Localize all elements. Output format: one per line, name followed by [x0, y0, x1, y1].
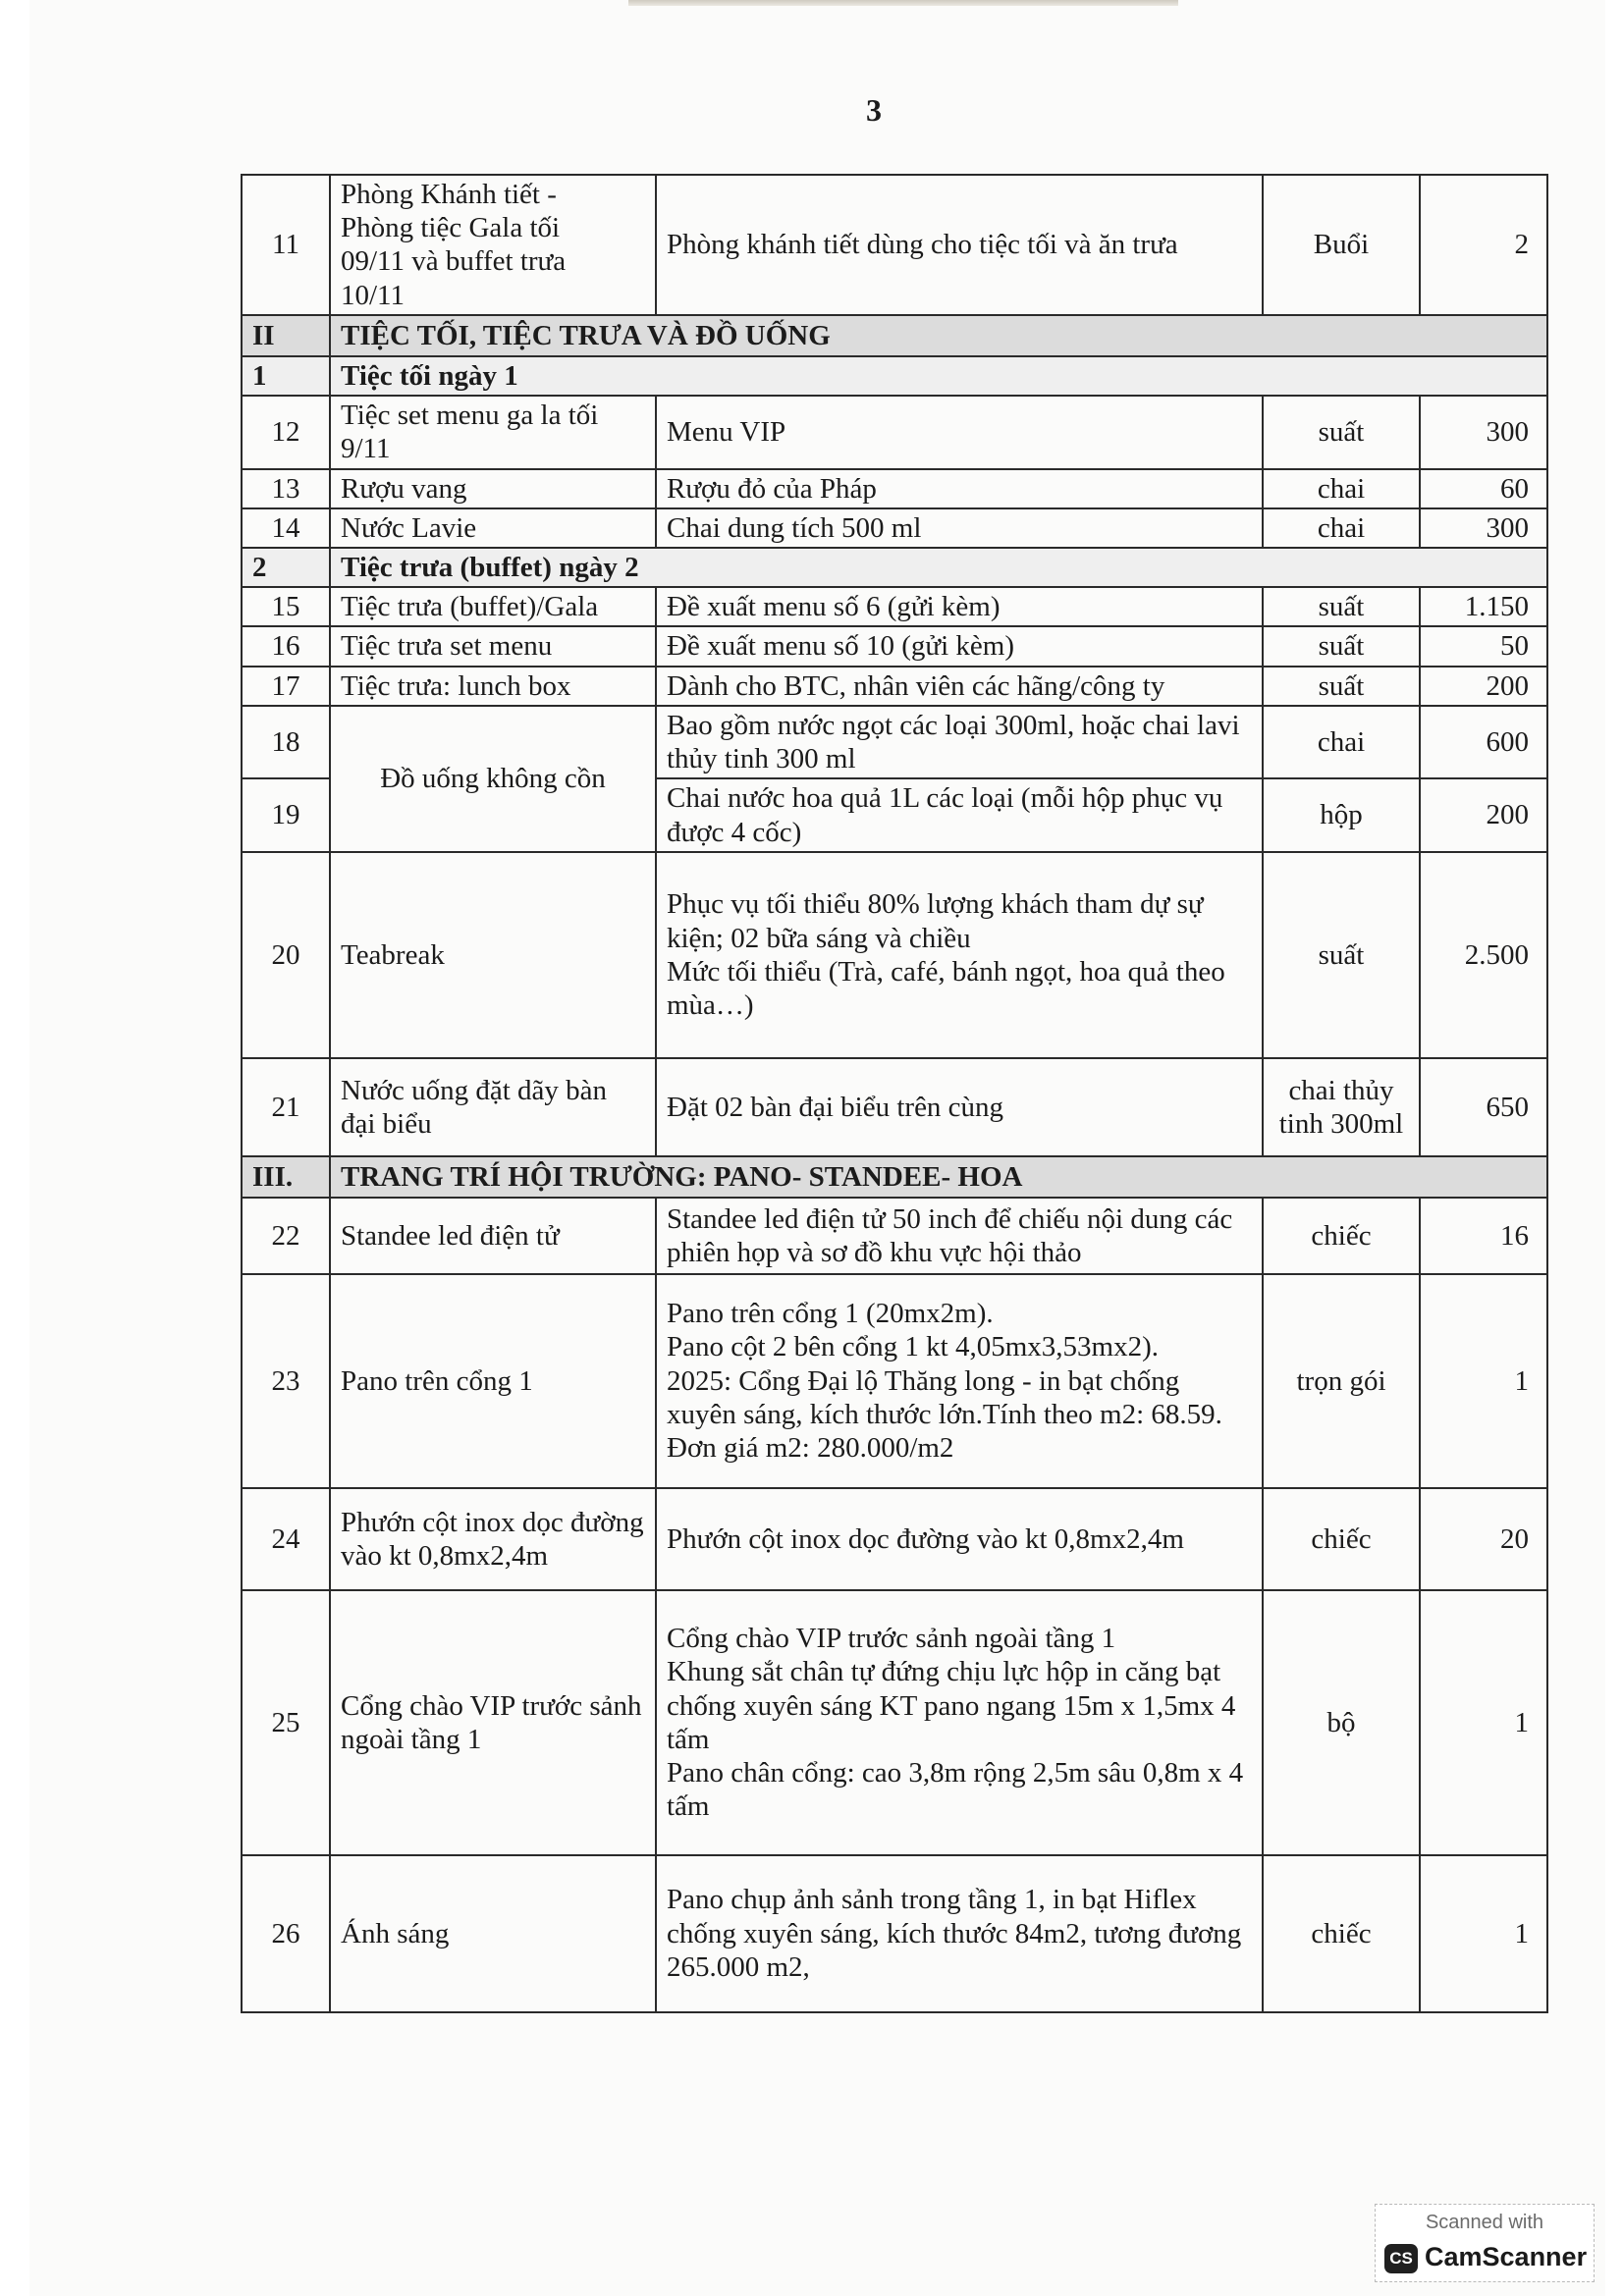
description-cell: Pano chụp ảnh sảnh trong tầng 1, in bạt Hiflex chống xuyên sáng, kích thước 84m2, tương đương 265.000 m2, — [656, 1855, 1263, 2012]
item-name-cell: Nước Lavie — [330, 508, 656, 548]
item-name-cell: Standee led điện tử — [330, 1198, 656, 1274]
table-row — [242, 1058, 1547, 1156]
quantity-cell: 60 — [1420, 469, 1547, 508]
stt-cell: 19 — [242, 778, 330, 851]
camscanner-logo-icon: CS — [1384, 2244, 1418, 2273]
subsection-row — [242, 548, 1547, 587]
item-name-cell: Pano trên cổng 1 — [330, 1274, 656, 1488]
quantity-cell: 1 — [1420, 1590, 1547, 1855]
unit-cell: hộp — [1263, 778, 1420, 851]
section-title: TIỆC TỐI, TIỆC TRƯA VÀ ĐỒ UỐNG — [330, 315, 1547, 356]
table-row — [242, 667, 1547, 706]
table-row — [242, 175, 1547, 315]
unit-cell: chai — [1263, 469, 1420, 508]
stt-cell: 24 — [242, 1488, 330, 1590]
stt-cell: 20 — [242, 852, 330, 1058]
item-name-cell: Teabreak — [330, 852, 656, 1058]
description-cell: Đề xuất menu số 6 (gửi kèm) — [656, 587, 1263, 626]
description-cell: Phòng khánh tiết dùng cho tiệc tối và ăn trưa — [656, 175, 1263, 315]
unit-cell: suất — [1263, 396, 1420, 468]
unit-cell: suất — [1263, 667, 1420, 706]
table-row — [242, 706, 1547, 778]
stt-cell: 11 — [242, 175, 330, 315]
description-cell: Bao gồm nước ngọt các loại 300ml, hoặc chai lavi thủy tinh 300 ml — [656, 706, 1263, 778]
camscanner-watermark — [1375, 2204, 1595, 2282]
quantity-cell: 1 — [1420, 1855, 1547, 2012]
stt-cell: 25 — [242, 1590, 330, 1855]
unit-cell: chiếc — [1263, 1198, 1420, 1274]
watermark-caption: Scanned with — [1425, 2212, 1544, 2233]
description-cell: Rượu đỏ của Pháp — [656, 469, 1263, 508]
description-cell: Đặt 02 bàn đại biểu trên cùng — [656, 1058, 1263, 1156]
stt-cell: 16 — [242, 626, 330, 666]
unit-cell: trọn gói — [1263, 1274, 1420, 1488]
quantity-cell: 1.150 — [1420, 587, 1547, 626]
stt-cell: 15 — [242, 587, 330, 626]
unit-cell: chai thủy tinh 300ml — [1263, 1058, 1420, 1156]
table-row — [242, 396, 1547, 468]
unit-cell: suất — [1263, 587, 1420, 626]
table-row — [242, 508, 1547, 548]
item-name-cell: Đồ uống không cồn — [330, 706, 656, 852]
subsection-title: Tiệc tối ngày 1 — [330, 356, 1547, 396]
quantity-cell: 300 — [1420, 396, 1547, 468]
unit-cell: suất — [1263, 626, 1420, 666]
description-cell: Pano trên cổng 1 (20mx2m). Pano cột 2 bên cổng 1 kt 4,05mx3,53mx2). 2025: Cổng Đại lộ Thăng long - in bạt chống xuyên sáng, kích thước lớn.Tính theo m2: 68.59. Đơn giá m2: 280.000/m2 — [656, 1274, 1263, 1488]
stt-cell: 17 — [242, 667, 330, 706]
item-name-cell: Nước uống đặt dãy bàn đại biểu — [330, 1058, 656, 1156]
quantity-cell: 2.500 — [1420, 852, 1547, 1058]
quantity-cell: 300 — [1420, 508, 1547, 548]
section-title: TRANG TRÍ HỘI TRƯỜNG: PANO- STANDEE- HOA — [330, 1156, 1547, 1198]
table-row — [242, 469, 1547, 508]
table-row — [242, 1198, 1547, 1274]
quantity-cell: 200 — [1420, 667, 1547, 706]
item-name-cell: Tiệc trưa (buffet)/Gala — [330, 587, 656, 626]
description-cell: Cổng chào VIP trước sảnh ngoài tầng 1 Khung sắt chân tự đứng chịu lực hộp in căng bạt chống xuyên sáng KT pano ngang 15m x 1,5mx 4 tấm Pano chân cổng: cao 3,8m rộng 2,5m sâu 0,8m x 4 tấm — [656, 1590, 1263, 1855]
quantity-cell: 1 — [1420, 1274, 1547, 1488]
watermark-brand: CamScanner — [1425, 2242, 1588, 2271]
stt-cell: 26 — [242, 1855, 330, 2012]
subsection-number: 2 — [242, 548, 330, 587]
subsection-row — [242, 356, 1547, 396]
unit-cell: Buổi — [1263, 175, 1420, 315]
quantity-cell: 20 — [1420, 1488, 1547, 1590]
item-name-cell: Ánh sáng — [330, 1855, 656, 2012]
description-cell: Chai nước hoa quả 1L các loại (mỗi hộp phục vụ được 4 cốc) — [656, 778, 1263, 851]
item-name-cell: Tiệc trưa set menu — [330, 626, 656, 666]
item-name-cell: Tiệc set menu ga la tối 9/11 — [330, 396, 656, 468]
table-row — [242, 626, 1547, 666]
page-number: 3 — [866, 92, 882, 128]
document-page — [29, 0, 1605, 2296]
unit-cell: suất — [1263, 852, 1420, 1058]
stt-cell: 21 — [242, 1058, 330, 1156]
stt-cell: 23 — [242, 1274, 330, 1488]
section-number: III. — [242, 1156, 330, 1198]
item-name-cell: Cổng chào VIP trước sảnh ngoài tầng 1 — [330, 1590, 656, 1855]
subsection-number: 1 — [242, 356, 330, 396]
quantity-cell: 16 — [1420, 1198, 1547, 1274]
table-row — [242, 852, 1547, 1058]
description-cell: Phục vụ tối thiểu 80% lượng khách tham dự sự kiện; 02 bữa sáng và chiều Mức tối thiểu (Trà, café, bánh ngọt, hoa quả theo mùa…) — [656, 852, 1263, 1058]
budget-table — [241, 174, 1548, 2013]
section-number: II — [242, 315, 330, 356]
item-name-cell: Rượu vang — [330, 469, 656, 508]
item-name-cell: Tiệc trưa: lunch box — [330, 667, 656, 706]
unit-cell: chiếc — [1263, 1488, 1420, 1590]
description-cell: Chai dung tích 500 ml — [656, 508, 1263, 548]
table-row — [242, 1274, 1547, 1488]
unit-cell: chiếc — [1263, 1855, 1420, 2012]
table-row — [242, 587, 1547, 626]
quantity-cell: 650 — [1420, 1058, 1547, 1156]
table-row — [242, 1488, 1547, 1590]
description-cell: Đề xuất menu số 10 (gửi kèm) — [656, 626, 1263, 666]
quantity-cell: 2 — [1420, 175, 1547, 315]
item-name-cell: Phòng Khánh tiết - Phòng tiệc Gala tối 09/11 và buffet trưa 10/11 — [330, 175, 656, 315]
description-cell: Dành cho BTC, nhân viên các hãng/công ty — [656, 667, 1263, 706]
description-cell: Menu VIP — [656, 396, 1263, 468]
description-cell: Phướn cột inox dọc đường vào kt 0,8mx2,4m — [656, 1488, 1263, 1590]
unit-cell: chai — [1263, 706, 1420, 778]
stt-cell: 12 — [242, 396, 330, 468]
stt-cell: 13 — [242, 469, 330, 508]
stt-cell: 14 — [242, 508, 330, 548]
description-cell: Standee led điện tử 50 inch để chiếu nội dung các phiên họp và sơ đồ khu vực hội thảo — [656, 1198, 1263, 1274]
quantity-cell: 50 — [1420, 626, 1547, 666]
stt-cell: 22 — [242, 1198, 330, 1274]
section-row — [242, 1156, 1547, 1198]
table-row — [242, 1855, 1547, 2012]
quantity-cell: 600 — [1420, 706, 1547, 778]
unit-cell: chai — [1263, 508, 1420, 548]
unit-cell: bộ — [1263, 1590, 1420, 1855]
scan-edge — [628, 0, 1178, 6]
subsection-title: Tiệc trưa (buffet) ngày 2 — [330, 548, 1547, 587]
item-name-cell: Phướn cột inox dọc đường vào kt 0,8mx2,4m — [330, 1488, 656, 1590]
table-row — [242, 1590, 1547, 1855]
stt-cell: 18 — [242, 706, 330, 778]
quantity-cell: 200 — [1420, 778, 1547, 851]
section-row — [242, 315, 1547, 356]
